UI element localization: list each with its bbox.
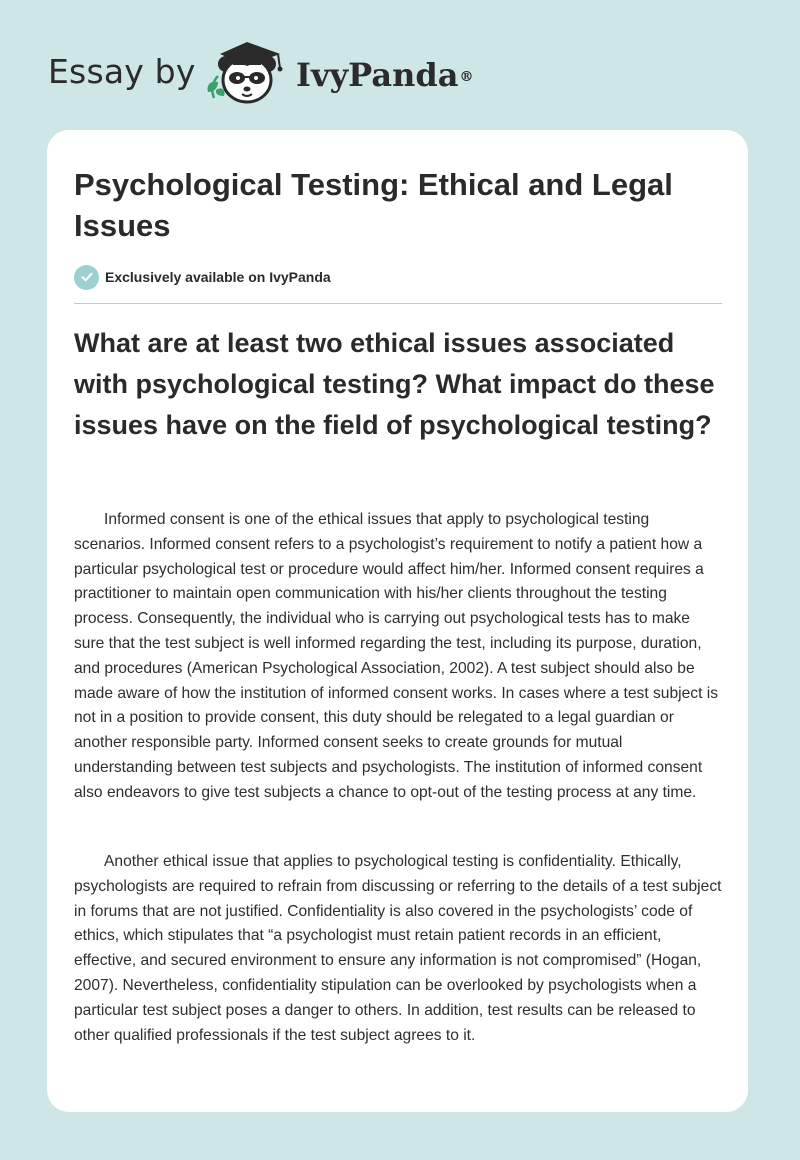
body-paragraph-2: Another ethical issue that applies to psychological testing is confidentiality. Ethically, psychologists are required to refrain from discussing or referring to the details of a test subject in forums that are not justified. Confidentiality is also covered in the psychologists’ code of ethics, which stipulates that “a psychologist must retain patient records in an efficient, effective, and secured environment to ensure any information is not compromised” (Hogan, 2007). Nevertheless, confidentiality stipulation can be overlooked by psychologists when a particular test subject poses a danger to others. In addition, test results can be released to other qualified professionals if the test subject agrees to it.	[74, 853, 722, 1044]
divider	[74, 303, 722, 304]
article-title: Psychological Testing: Ethical and Legal Issues	[74, 167, 673, 243]
site-header	[0, 0, 800, 130]
brand-prefix: Essay by	[48, 52, 196, 91]
brand-name-text: IvyPanda	[296, 56, 459, 94]
body-paragraph-1: Informed consent is one of the ethical issues that apply to psychological testing scenarios. Informed consent refers to a psychologist’s requirement to notify a patient how a particular psychological test or procedure would affect him/her. Informed consent requires a practitioner to maintain open communication with his/her clients throughout the testing process. Consequently, the individual who is carrying out psychological tests has to make sure that the test subject is well informed regarding the test, including its purpose, duration, and procedures (American Psychological Association, 2002). A test subject should also be made aware of how the institution of informed consent works. In cases where a test subject is not in a position to provide consent, this duty should be relegated to a legal guardian or another responsible party. Informed consent seeks to create grounds for mutual understanding between test subjects and psychologists. The institution of informed consent also endeavors to give test subjects a chance to opt-out of the testing process at any time.	[74, 511, 718, 801]
exclusive-badge	[74, 264, 331, 290]
checkmark-icon	[74, 265, 99, 290]
section-question-heading: What are at least two ethical issues associated with psychological testing? What impact do these issues have on the field of psychological testing?	[74, 328, 715, 440]
panda-logo-icon	[200, 36, 292, 110]
brand-name	[296, 55, 473, 95]
article-card	[47, 130, 748, 1112]
registered-mark: ®	[459, 69, 474, 85]
badge-label: Exclusively available on IvyPanda	[105, 269, 331, 285]
